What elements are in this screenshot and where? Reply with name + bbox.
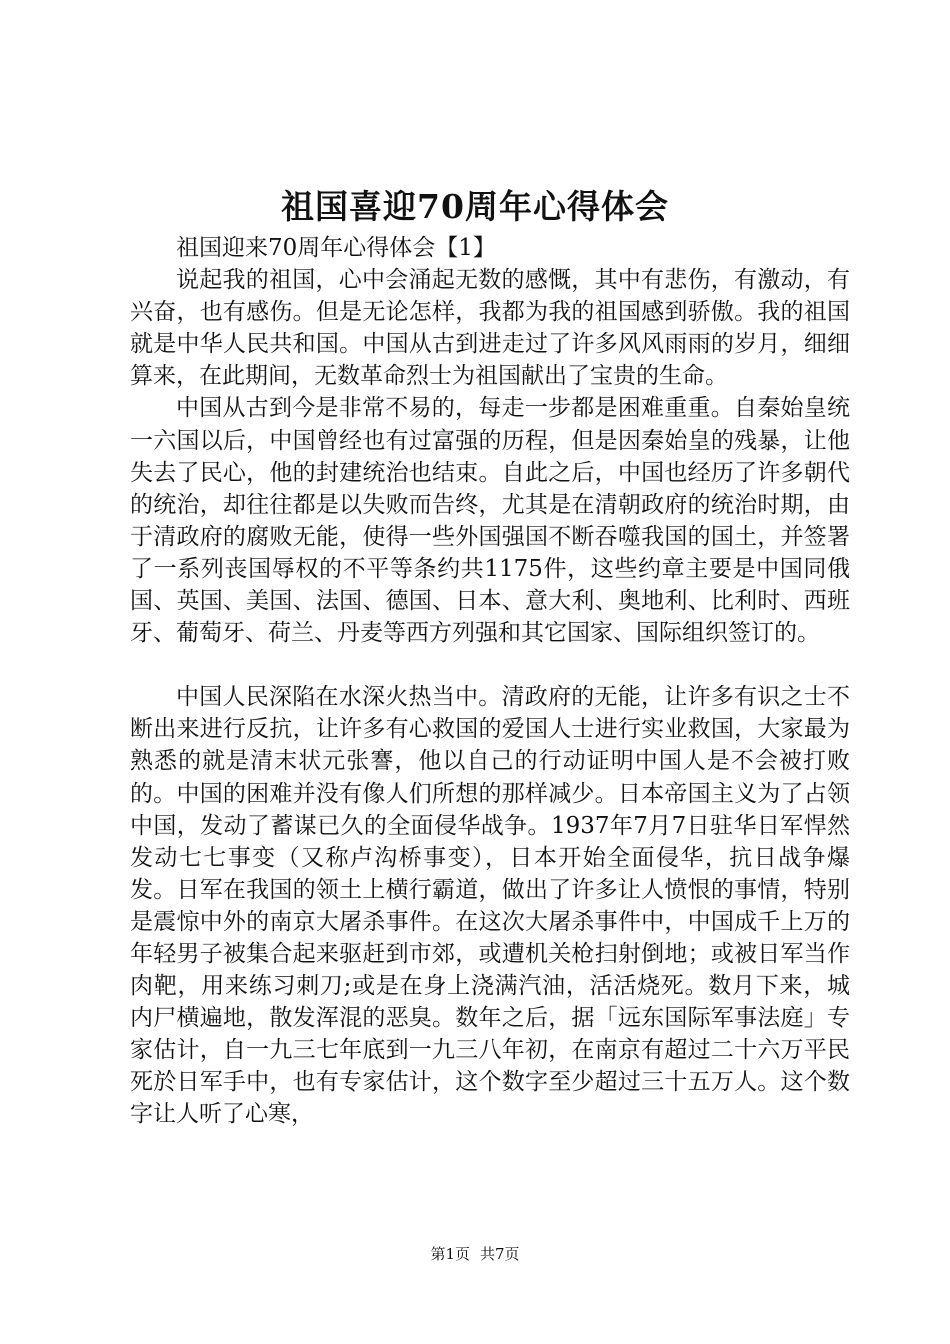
page-total: 共7页: [480, 1245, 520, 1263]
section-subheading: 祖国迎来70周年心得体会【1】: [176, 235, 496, 261]
page-footer: [0, 1244, 950, 1264]
paragraph-2: 中国从古到今是非常不易的，每走一步都是困难重重。自秦始皇统一六国以后，中国曾经也有过富强的历程，但是因秦始皇的残暴，让他失去了民心，他的封建统治也结束。自此之后，中国也经历了许多朝代的统治，却往往都是以失败而告终，尤其是在清朝政府的统治时期，由于清政府的腐败无能，使得一些外国强国不断吞噬我国的国土，并签署了一系列丧国辱权的不平等条约共1175件，这些约章主要是中国同俄国、英国、美国、法国、德国、日本、意大利、奥地利、比利时、西班牙、葡萄牙、荷兰、丹麦等西方列强和其它国家、国际组织签订的。: [130, 395, 850, 647]
paragraph-3: 中国人民深陷在水深火热当中。清政府的无能，让许多有识之士不断出来进行反抗，让许多有心救国的爱国人士进行实业救国，大家最为熟悉的就是清末状元张謇，他以自己的行动证明中国人是不会被打败的。中国的困难并没有像人们所想的那样减少。日本帝国主义为了占领中国，发动了蓄谋已久的全面侵华战争。1937年7月7日驻华日军悍然发动七七事变（又称卢沟桥事变），日本开始全面侵华，抗日战争爆发。日军在我国的领土上横行霸道，做出了许多让人愤恨的事情，特别是震惊中外的南京大屠杀事件。在这次大屠杀事件中，中国成千上万的年轻男子被集合起来驱赶到市郊，或遭机关枪扫射倒地；或被日军当作肉靶，用来练习刺刀;或是在身上浇满汽油，活活烧死。数月下来，城内尸横遍地，散发浑混的恶臭。数年之后，据「远东国际军事法庭」专家估计，自一九三七年底到一九三八年初，在南京有超过二十六万平民死於日军手中，也有专家估计，这个数字至少超过三十五万人。这个数字让人听了心寒，: [130, 684, 850, 1128]
document-body: [130, 232, 850, 1131]
page-number: 第1页: [430, 1245, 470, 1263]
paragraph-1: 说起我的祖国，心中会涌起无数的感慨，其中有悲伤，有激动，有兴奋，也有感伤。但是无论怎样，我都为我的祖国感到骄傲。我的祖国就是中华人民共和国。中国从古到进走过了许多风风雨雨的岁月，细细算来，在此期间，无数革命烈士为祖国献出了宝贵的生命。: [130, 267, 850, 390]
document-title: 祖国喜迎70周年心得体会: [281, 187, 669, 226]
paragraph-spacer: [130, 649, 850, 681]
